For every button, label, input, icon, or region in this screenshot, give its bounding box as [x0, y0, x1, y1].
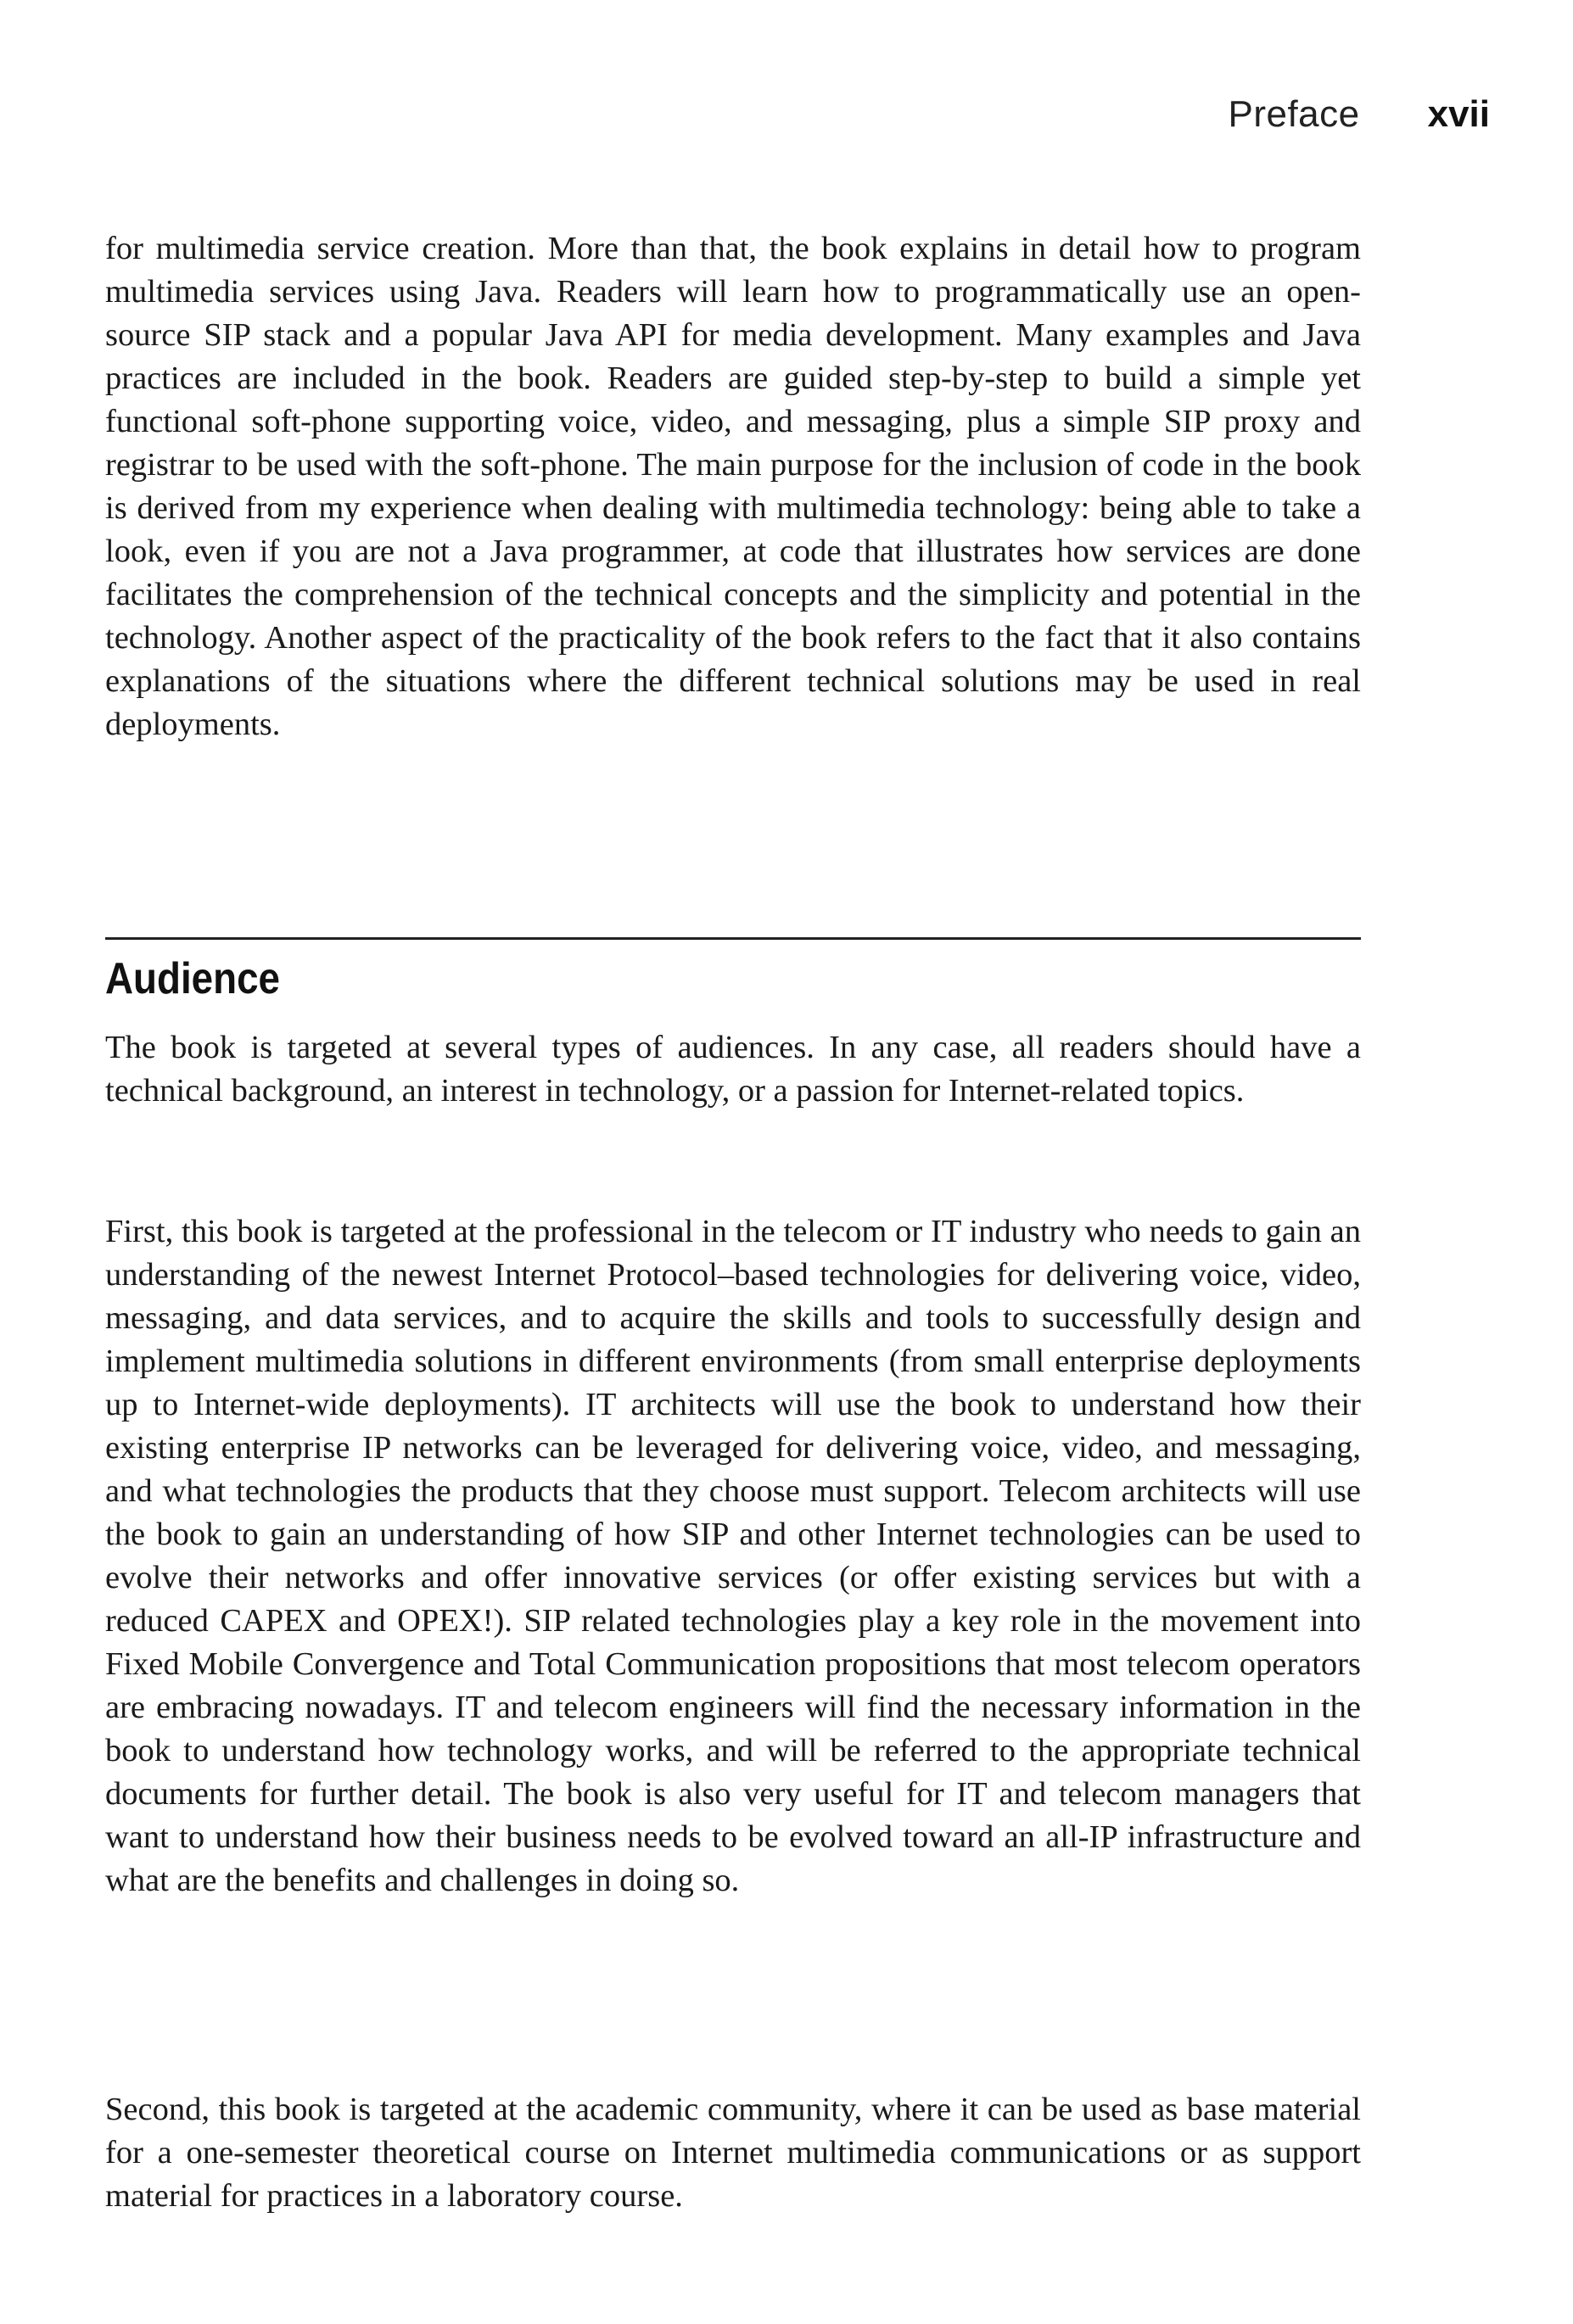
audience-paragraph: The book is targeted at several types of audiences. In any case, all readers should have a technical background, an interest in technology, or a passion for Internet-related topics.: [105, 1030, 1361, 1109]
running-head: [1171, 93, 1490, 144]
audience-paragraph: Second, this book is targeted at the academic community, where it can be used as base material for a one-semester theoretical course on Internet multimedia communications or as support material for practices in a laboratory course.: [105, 2092, 1361, 2214]
intro-paragraph: for multimedia service creation. More than that, the book explains in detail how to program multimedia services using Java. Readers will learn how to programmatically use an open-source SIP stack and a popular Java API for media development. Many examples and Java practices are included in the book. Readers are guided step-by-step to build a simple yet functional soft-phone supporting voice, video, and messaging, plus a simple SIP proxy and registrar to be used with the soft-phone. The main purpose for the inclusion of code in the book is derived from my experience when dealing with multimedia technology: being able to take a look, even if you are not a Java programmer, at code that illustrates how services are done facilitates the comprehension of the technical concepts and the simplicity and potential in the technology. Another aspect of the practicality of the book refers to the fact that it also contains explanations of the situations where the different technical solutions may be used in real deployments.: [105, 231, 1361, 742]
section-heading-audience: Audience: [105, 954, 280, 1003]
audience-paragraph: First, this book is targeted at the professional in the telecom or IT industry who needs to gain an understanding of the newest Internet Protocol–based technologies for delivering voice, video, messaging, and data services, and to acquire the skills and tools to successfully design and implement multimedia solutions in different environments (from small enterprise deployments up to Internet-wide deployments). IT architects will use the book to understand how their existing enterprise IP networks can be leveraged for delivering voice, video, and messaging, and what technologies the products that they choose must support. Telecom architects will use the book to gain an understanding of how SIP and other Internet technologies can be used to evolve their networks and offer innovative services (or offer existing services but with a reduced CAPEX and OPEX!). SIP related technologies play a key role in the movement into Fixed Mobile Convergence and Total Communication propositions that most telecom operators are embracing nowadays. IT and telecom engineers will find the necessary information in the book to understand how technology works, and will be referred to the appropriate technical documents for further detail. The book is also very useful for IT and telecom managers that want to understand how their business needs to be evolved toward an all-IP infrastructure and what are the benefits and challenges in doing so.: [105, 1214, 1361, 1898]
running-head-title: Preface: [1228, 93, 1360, 135]
section-divider: [105, 937, 1361, 940]
page-number: xvii: [1427, 93, 1490, 135]
